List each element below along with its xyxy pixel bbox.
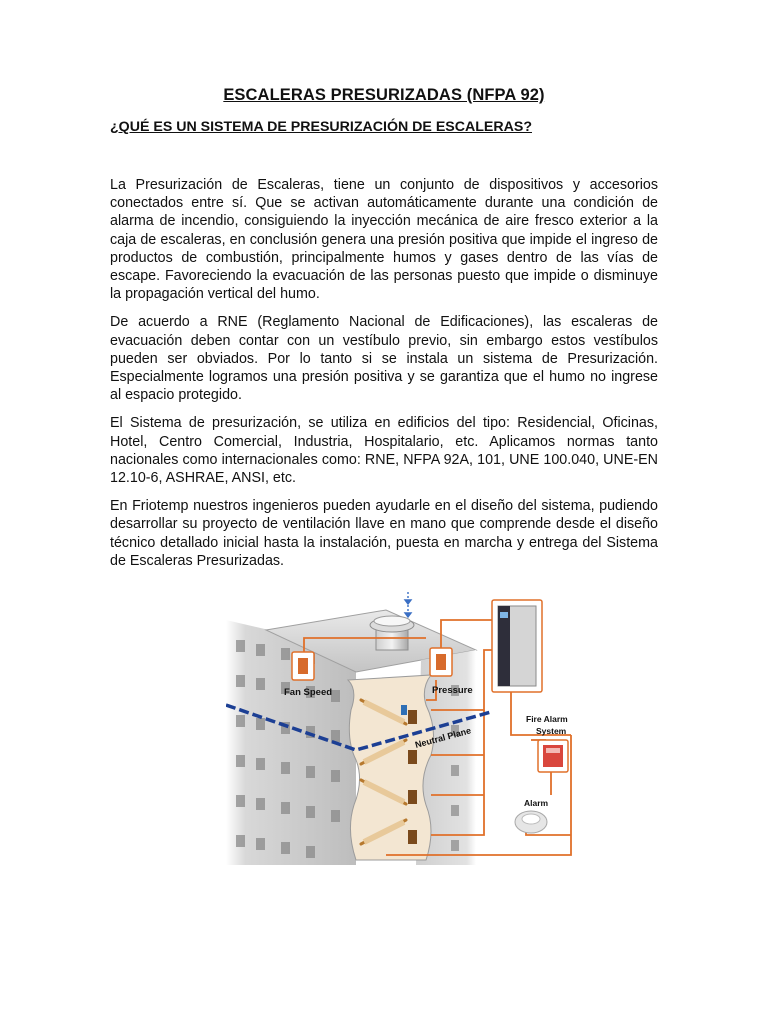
alarm-label: Alarm — [524, 798, 549, 808]
stairwell — [348, 675, 434, 860]
paragraph-2: De acuerdo a RNE (Reglamento Nacional de Edificaciones), las escaleras de evacuación deben contar con un vestíbulo previo, sin embargo estos vestíbulos pueden ser obviados. Por lo tanto si se instala un sistema de Presurización. Especialmente logramos una presión positiva y se garantiza que el humo no ingrese al espacio protegido. — [110, 314, 658, 404]
document-subtitle: ¿QUÉ ES UN SISTEMA DE PRESURIZACIÓN DE ESCALERAS? — [110, 119, 532, 135]
fire-alarm-label-line1: Fire Alarm — [526, 714, 568, 724]
neutral-plane-label: Neutral Plane — [413, 725, 473, 750]
paragraph-3: El Sistema de presurización, se utiliza en edificios del tipo: Residencial, Oficinas, Hotel, Centro Comercial, Industria, Hospitalario, etc. Aplicamos normas tanto nacionales como internacionales como: RNE, NFPA 92A, 101, UNE 100.040, UNE-EN 12.10-6, ASHRAE, ANSI, etc. — [110, 415, 658, 487]
air-intake-arrows — [405, 592, 411, 617]
fire-alarm-label-line2: System — [536, 726, 567, 736]
roof-fan-unit — [370, 616, 414, 650]
vfd-controller — [492, 600, 542, 692]
body-text — [110, 176, 658, 580]
document-title: ESCALERAS PRESURIZADAS (NFPA 92) — [223, 86, 545, 104]
pressure-sensor — [430, 648, 452, 676]
fan-speed-label: Fan Speed — [284, 687, 333, 698]
fan-speed-sensor — [292, 652, 314, 680]
pressure-label: Pressure — [432, 685, 473, 696]
fire-alarm-panel — [538, 740, 568, 772]
paragraph-1: La Presurización de Escaleras, tiene un conjunto de dispositivos y accesorios conectados entre sí. Que se activan automáticamente durante una condición de alarma de incendio, consiguiendo la inyección mecánica de aire fresco exterior a la caja de escaleras, en conclusión genera una presión positiva que impide el ingreso de productos de combustión, principalmente humos y gases dentro de las vías de escape. Favoreciendo la evacuación de las personas puesto que impide o disminuye la propagación vertical del humo. — [110, 177, 658, 303]
alarm-device — [515, 811, 547, 833]
paragraph-4: En Friotemp nuestros ingenieros pueden ayudarle en el diseño del sistema, pudiendo desarrollar su proyecto de ventilación llave en mano que comprende desde el diseño técnico detallado inicial hasta la instalación, puesta en marcha y entrega del Sistema de Escaleras Presurizadas. — [110, 498, 658, 569]
pressurization-diagram — [226, 590, 586, 865]
